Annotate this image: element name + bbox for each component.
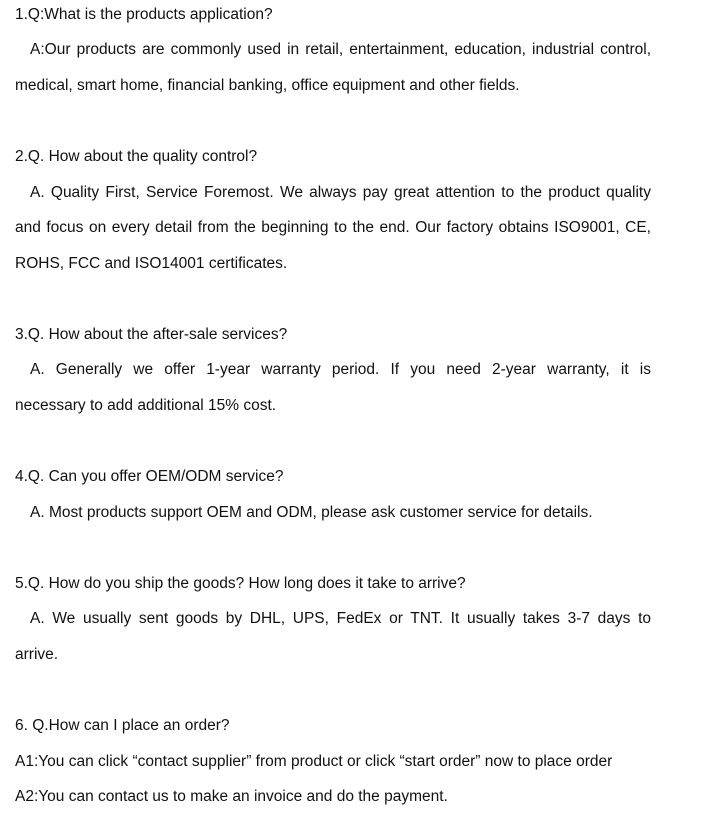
faq-answer-6-a1: A1:You can click “contact supplier” from product or click “start order” now to place order [15,753,613,770]
faq-answer-1-line-2: medical, smart home, financial banking, office equipment and other fields. [15,77,520,94]
faq-answer-6-a2: A2:You can contact us to make an invoice and do the payment. [15,788,448,805]
faq-question-6: 6. Q.How can I place an order? [15,717,230,734]
faq-answer-3-line-1: A. Generally we offer 1-year warranty period. If you need 2-year warranty, it is [30,361,651,378]
faq-question-2: 2.Q. How about the quality control? [15,148,258,165]
faq-question-1: 1.Q:What is the products application? [15,6,273,23]
faq-answer-2-line-1: A. Quality First, Service Foremost. We always pay great attention to the product quality [30,184,651,201]
faq-answer-5-line-2: arrive. [15,646,59,663]
faq-answer-3-line-2: necessary to add additional 15% cost. [15,397,277,414]
faq-question-4: 4.Q. Can you offer OEM/ODM service? [15,468,284,485]
faq-answer-1-line-1: A:Our products are commonly used in retail, entertainment, education, industrial control, [30,41,651,58]
faq-answer-5-line-1: A. We usually sent goods by DHL, UPS, FedEx or TNT. It usually takes 3-7 days to [30,610,651,627]
faq-question-3: 3.Q. How about the after-sale services? [15,326,288,343]
faq-question-5: 5.Q. How do you ship the goods? How long does it take to arrive? [15,575,466,592]
faq-answer-2-line-3: ROHS, FCC and ISO14001 certificates. [15,255,288,272]
faq-answer-4-line-1: A. Most products support OEM and ODM, please ask customer service for details. [30,504,593,521]
faq-answer-2-line-2: and focus on every detail from the beginning to the end. Our factory obtains ISO9001, CE, [15,219,651,236]
